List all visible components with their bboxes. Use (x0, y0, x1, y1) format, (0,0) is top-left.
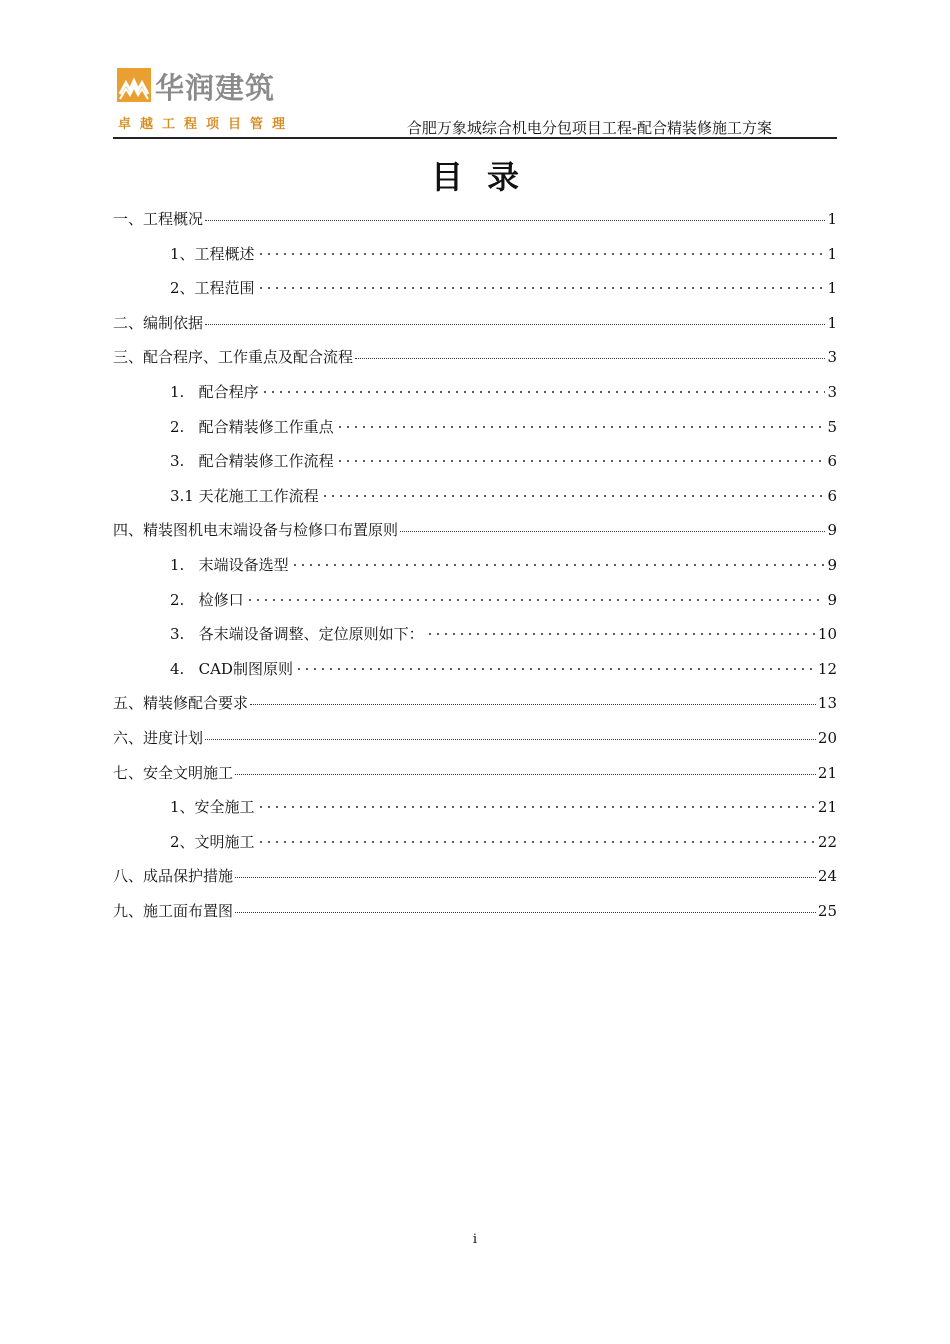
toc-entry[interactable] (113, 416, 837, 451)
toc-dot-leader (257, 840, 816, 844)
toc-entry[interactable] (113, 796, 837, 831)
toc-entry-page: 20 (817, 728, 837, 747)
toc-dot-leader (400, 531, 825, 532)
toc-entry[interactable] (113, 450, 837, 485)
toc-entry-label: 六、进度计划 (113, 728, 204, 747)
toc-entry-page: 25 (817, 901, 837, 920)
toc-dot-leader (235, 912, 816, 913)
toc-entry-label: 三、配合程序、工作重点及配合流程 (113, 348, 354, 367)
toc-entry-label: 2. 检修口 (170, 590, 244, 609)
toc-entry[interactable] (113, 243, 837, 278)
toc-dot-leader (426, 632, 816, 636)
toc-entry-label: 2、工程范围 (170, 279, 255, 298)
page-number: i (472, 1232, 478, 1247)
logo-name: 华润建筑 (155, 71, 276, 105)
toc-entry-page: 5 (827, 417, 837, 436)
company-logo (117, 68, 317, 138)
toc-entry[interactable] (113, 519, 837, 554)
toc-dot-leader (295, 667, 816, 671)
header-divider (113, 137, 837, 139)
table-of-contents (113, 208, 837, 934)
toc-entry[interactable] (113, 692, 837, 727)
logo-mark-icon (117, 68, 151, 102)
toc-entry[interactable] (113, 208, 837, 243)
toc-entry-page: 9 (827, 590, 837, 609)
toc-entry-label: 2、文明施工 (170, 832, 255, 851)
toc-entry-page: 21 (817, 763, 837, 782)
toc-entry-label: 九、施工面布置图 (113, 901, 234, 920)
toc-entry-page: 13 (817, 694, 837, 713)
toc-entry-page: 6 (827, 452, 837, 471)
toc-entry[interactable] (113, 900, 837, 935)
toc-entry-label: 1. 末端设备选型 (170, 555, 289, 574)
toc-entry-label: 3.1 天花施工工作流程 (170, 486, 319, 505)
toc-entry[interactable] (113, 312, 837, 347)
toc-entry-label: 八、成品保护措施 (113, 867, 234, 886)
toc-entry[interactable] (113, 658, 837, 693)
toc-heading: 目录 (430, 158, 543, 196)
toc-entry-page: 1 (827, 313, 837, 332)
toc-entry-label: 1、安全施工 (170, 798, 255, 817)
toc-entry-page: 21 (817, 798, 837, 817)
toc-dot-leader (355, 358, 825, 359)
toc-entry-label: 二、编制依据 (113, 313, 204, 332)
toc-entry-label: 1. 配合程序 (170, 382, 259, 401)
toc-entry-page: 9 (827, 521, 837, 540)
toc-entry-page: 1 (827, 244, 837, 263)
toc-entry-label: 七、安全文明施工 (113, 763, 234, 782)
toc-entry-label: 4. CAD制图原则 (170, 659, 293, 678)
toc-entry-label: 2. 配合精装修工作重点 (170, 417, 334, 436)
toc-dot-leader (250, 704, 816, 705)
toc-dot-leader (246, 598, 826, 602)
toc-dot-leader (235, 774, 816, 775)
toc-entry-label: 一、工程概况 (113, 210, 204, 228)
toc-dot-leader (235, 877, 816, 878)
toc-dot-leader (205, 220, 825, 221)
toc-entry[interactable] (113, 831, 837, 866)
toc-dot-leader (261, 390, 826, 394)
toc-entry[interactable] (113, 727, 837, 762)
toc-entry-page: 9 (827, 555, 837, 574)
toc-entry[interactable] (113, 623, 837, 658)
toc-dot-leader (205, 324, 825, 325)
toc-entry-page: 22 (817, 832, 837, 851)
toc-entry-label: 五、精装修配合要求 (113, 694, 249, 713)
toc-entry-page: 1 (827, 279, 837, 298)
toc-entry-label: 四、精装图机电末端设备与检修口布置原则 (113, 521, 399, 540)
toc-entry[interactable] (113, 589, 837, 624)
toc-entry[interactable] (113, 762, 837, 797)
toc-entry-label: 3. 各末端设备调整、定位原则如下： (170, 625, 424, 644)
toc-entry-page: 1 (827, 210, 837, 228)
toc-entry[interactable] (113, 554, 837, 589)
toc-entry-label: 1、工程概述 (170, 244, 255, 263)
toc-entry-page: 6 (827, 486, 837, 505)
toc-dot-leader (205, 739, 816, 740)
document-header-title: 合肥万象城综合机电分包项目工程-配合精装修施工方案 (406, 119, 772, 137)
toc-entry[interactable] (113, 346, 837, 381)
toc-dot-leader (257, 805, 816, 809)
toc-entry-page: 24 (817, 867, 837, 886)
toc-entry[interactable] (113, 485, 837, 520)
toc-entry-page: 10 (817, 625, 837, 644)
toc-dot-leader (336, 425, 826, 429)
toc-dot-leader (257, 252, 826, 256)
toc-dot-leader (336, 459, 826, 463)
toc-dot-leader (291, 563, 826, 567)
logo-slogan: 卓越工程项目管理 (118, 117, 295, 132)
toc-entry-page: 3 (827, 348, 837, 367)
toc-entry[interactable] (113, 865, 837, 900)
toc-entry[interactable] (113, 381, 837, 416)
toc-entry-page: 3 (827, 382, 837, 401)
toc-entry[interactable] (113, 277, 837, 312)
toc-entry-label: 3. 配合精装修工作流程 (170, 452, 334, 471)
toc-dot-leader (257, 286, 826, 290)
toc-dot-leader (321, 494, 826, 498)
toc-entry-page: 12 (817, 659, 837, 678)
